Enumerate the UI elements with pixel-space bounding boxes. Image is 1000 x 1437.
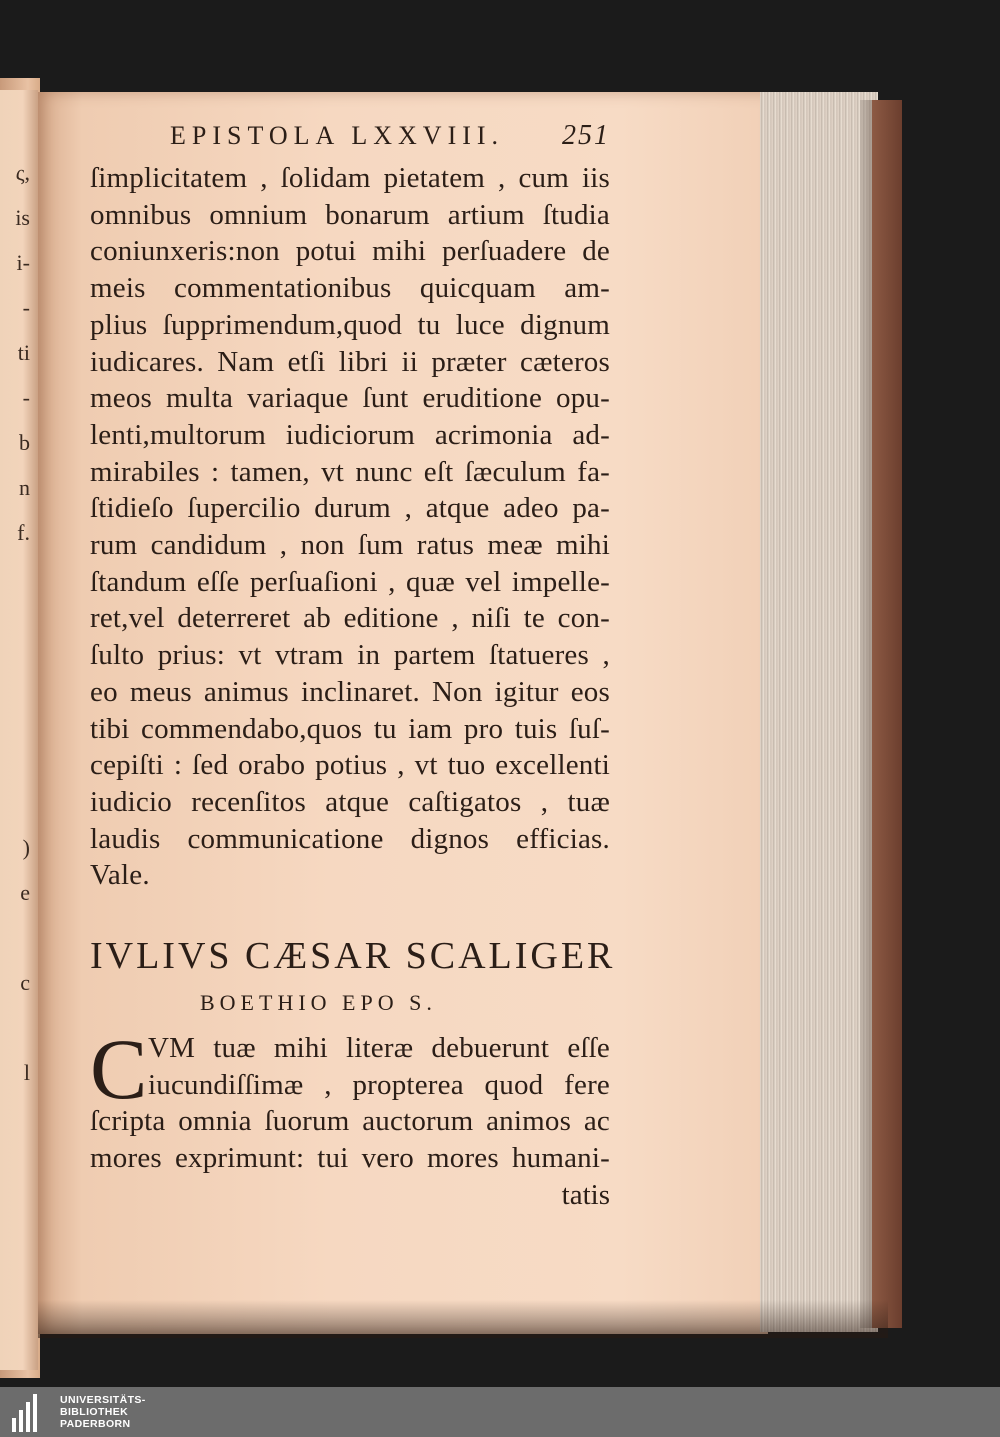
body-line: ſtidieſo ſupercilio durum , atque adeo pa- (90, 492, 610, 525)
page-bottom-shadow (38, 1300, 888, 1338)
left-fragment: f. (17, 520, 30, 545)
book-cover-right (872, 100, 902, 1328)
library-footer (0, 1387, 1000, 1437)
left-fragment (0, 600, 36, 645)
body-line: eo meus animus inclinaret. Non igitur eos (90, 675, 610, 708)
left-fragment: - (22, 295, 30, 320)
body-line: ret,vel deterreret ab editione , niſi te con- (90, 602, 610, 635)
left-fragment: c (20, 970, 30, 995)
letter-line: mores exprimunt: tui vero mores humani- (90, 1142, 610, 1175)
body-line: Vale. (90, 859, 150, 892)
library-name (60, 1394, 146, 1430)
library-name-line: PADERBORN (60, 1418, 131, 1430)
letter-body (90, 160, 610, 894)
body-line: tibi commendabo,quos tu iam pro tuis ſuſ- (90, 712, 610, 745)
left-fragment: - (22, 385, 30, 410)
body-line: rum candidum , non ſum ratus meæ mihi (90, 529, 610, 562)
body-line: ſulto prius: vt vtram in partem ſtatueres , (90, 639, 610, 672)
left-fragment (0, 1005, 36, 1050)
left-fragment (0, 690, 36, 735)
new-letter (90, 1021, 610, 1213)
page-number: 251 (562, 120, 610, 151)
section-heading: IVLIVS CÆSAR SCALIGER (90, 935, 616, 978)
body-line: mirabiles : tamen, vt nunc eſt ſæculum fa- (90, 455, 610, 488)
left-fragment (0, 735, 36, 780)
body-line: coniunxeris:non potui mihi perſuadere de (90, 235, 610, 268)
left-fragment (0, 1095, 36, 1140)
left-fragment: n (19, 475, 30, 500)
running-head-title: EPISTOLA LXXVIII. (170, 121, 505, 150)
left-fragment: e (20, 880, 30, 905)
left-fragment: ς, (15, 160, 30, 185)
left-fragment: b (19, 430, 30, 455)
body-line: iudicares. Nam etſi libri ii præter cæteros (90, 345, 610, 378)
library-name-line: UNIVERSITÄTS- (60, 1394, 146, 1406)
body-line: lenti,multorum iudiciorum acrimonia ad- (90, 418, 610, 451)
body-line: omnibus omnium bonarum artium ſtudia (90, 198, 610, 231)
left-fragment: is (15, 205, 30, 230)
body-line: cepiſti : ſed orabo potius , vt tuo excellenti (90, 749, 610, 782)
left-page-text-fragments (0, 150, 36, 1085)
catchword: tatis (561, 1178, 610, 1211)
section-subheading: BOETHIO EPO S. (200, 990, 437, 1016)
left-fragment: l (23, 1060, 30, 1085)
library-logo-icon (12, 1392, 52, 1432)
body-line: plius ſupprimendum,quod tu luce dignum (90, 308, 610, 341)
drop-cap: C (90, 1021, 148, 1118)
left-fragment: ) (22, 835, 30, 860)
body-line: meos multa variaque ſunt eruditione opu- (90, 382, 610, 415)
letter-line: ſcripta omnia ſuorum auctorum animos ac (90, 1105, 610, 1138)
body-line: meis commentationibus quicquam am- (90, 272, 610, 305)
left-fragment: i- (16, 250, 30, 275)
left-fragment (0, 555, 36, 600)
running-head (90, 120, 610, 160)
body-line: ſtandum eſſe perſuaſioni , quæ vel impelle- (90, 565, 610, 598)
letter-line: iucundiſſimæ , propterea quod fere (148, 1068, 610, 1101)
body-line: iudicio recenſitos atque caſtigatos , tuæ (90, 785, 610, 818)
library-name-line: BIBLIOTHEK (60, 1406, 129, 1418)
left-fragment (0, 780, 36, 825)
body-line: laudis communicatione dignos efficias. (90, 822, 610, 855)
letter-line: VM tuæ mihi literæ debuerunt eſſe (148, 1032, 610, 1065)
left-fragment (0, 915, 36, 960)
left-fragment: ti (17, 340, 30, 365)
page-text-block (90, 120, 616, 1213)
left-fragment (0, 645, 36, 690)
body-line: ſimplicitatem , ſolidam pietatem , cum iis (90, 162, 610, 194)
